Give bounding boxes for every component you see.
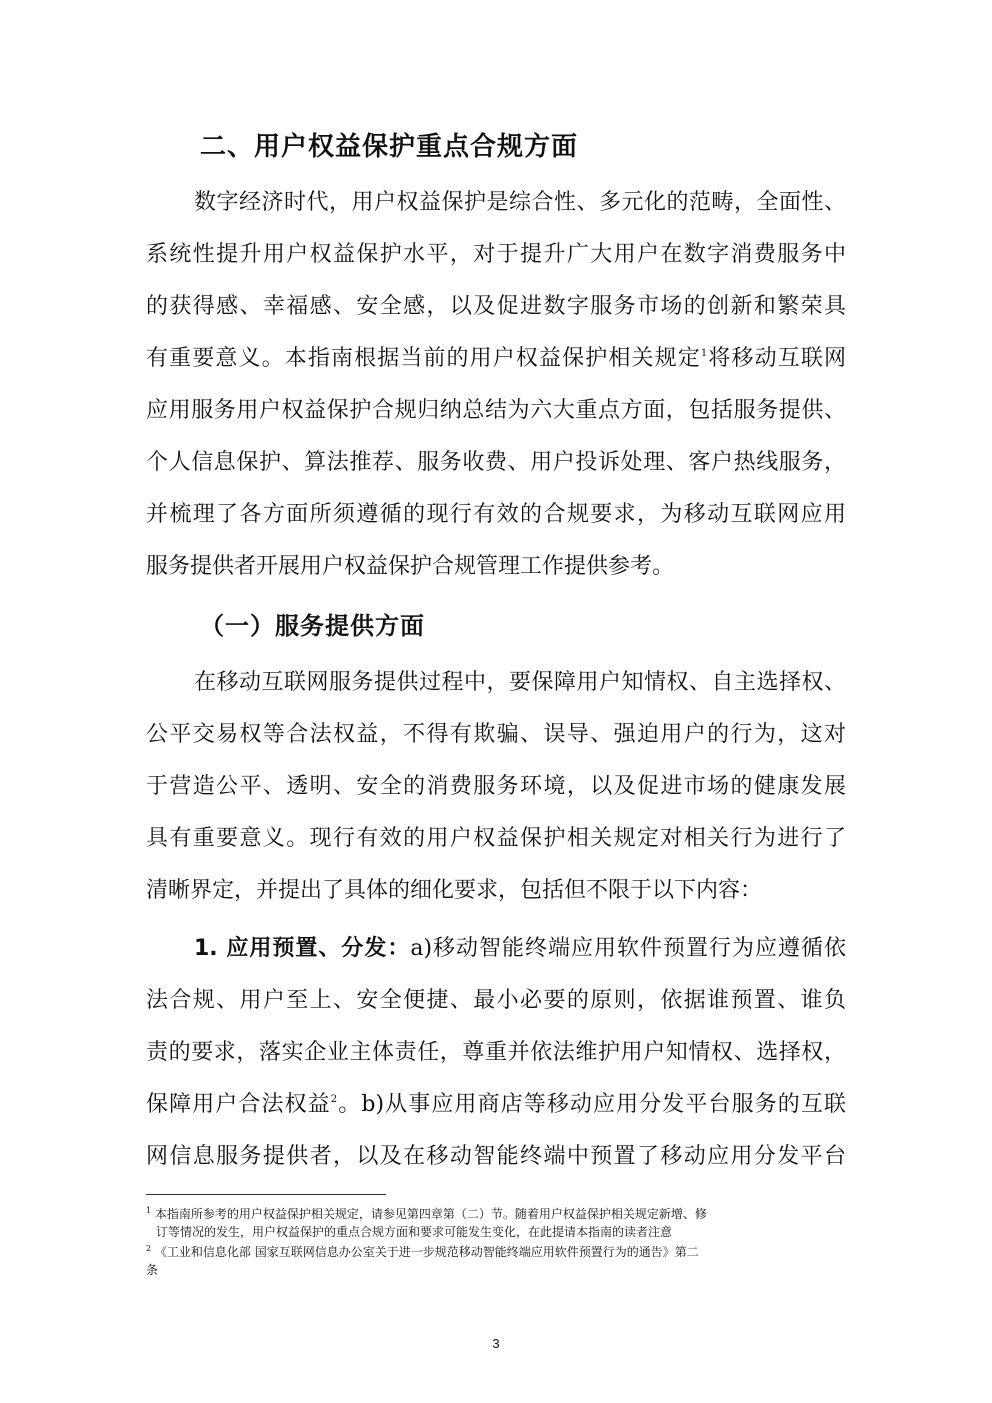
footnote-1: $^1$ 本指南所参考的用户权益保护相关规定，请参见第四章第（二）节。随着用户权益保护相关规定新增、修	[146, 1206, 707, 1221]
list-item-label: 1. 应用预置、分发：	[194, 936, 411, 961]
paragraph-line: 数字经济时代，用户权益保护是综合性、多元化的范畴，全面性、	[194, 190, 846, 215]
footnote-1-cont: 订等情况的发生，用户权益保护的重点合规方面和要求可能发生变化，在此提请本指南的读者注意	[156, 1225, 673, 1239]
paragraph-line: 于营造公平、透明、安全的消费服务环境，以及促进市场的健康发展	[146, 774, 846, 799]
paragraph-line: 法合规、用户至上、安全便捷、最小必要的原则，依据谁预置、谁负	[146, 988, 846, 1013]
paragraph-line: 服务提供者开展用户权益保护合规管理工作提供参考。	[146, 554, 675, 579]
paragraph-line: 保障用户合法权益$^2$。b)从事应用商店等移动应用分发平台服务的互联	[146, 1092, 846, 1117]
footnote-divider	[146, 1194, 386, 1195]
paragraph-line: 应用服务用户权益保护合规归纳总结为六大重点方面，包括服务提供、	[146, 398, 846, 423]
list-item-line: 1. 应用预置、分发：a)移动智能终端应用软件预置行为应遵循依	[194, 936, 847, 961]
paragraph-line: 在移动互联网服务提供过程中，要保障用户知情权、自主选择权、	[194, 670, 846, 695]
paragraph-line: 个人信息保护、算法推荐、服务收费、用户投诉处理、客户热线服务，	[146, 450, 846, 475]
paragraph-line: 具有重要意义。现行有效的用户权益保护相关规定对相关行为进行了	[146, 826, 846, 851]
footnote-2-cont: 条	[146, 1263, 159, 1277]
paragraph-line: 有重要意义。本指南根据当前的用户权益保护相关规定$^1$将移动互联网	[146, 346, 846, 371]
paragraph-line: 公平交易权等合法权益，不得有欺骗、误导、强迫用户的行为，这对	[146, 722, 846, 747]
footnote-ref[interactable]: 2	[330, 1094, 338, 1105]
paragraph-line: 网信息服务提供者，以及在移动智能终端中预置了移动应用分发平台	[146, 1144, 846, 1169]
paragraph-line: 系统性提升用户权益保护水平，对于提升广大用户在数字消费服务中	[146, 242, 846, 267]
subsection-title: （一）服务提供方面	[200, 612, 425, 640]
paragraph-line: 并梳理了各方面所须遵循的现行有效的合规要求，为移动互联网应用	[146, 502, 846, 527]
paragraph-line: 清晰界定，并提出了具体的细化要求，包括但不限于以下内容：	[146, 878, 763, 903]
section-title: 二、用户权益保护重点合规方面	[200, 132, 579, 162]
footnote-2: $^2$ 《工业和信息化部 国家互联网信息办公室关于进一步规范移动智能终端应用软件预置行为的通告》第二	[146, 1244, 699, 1259]
paragraph-line: 的获得感、幸福感、安全感，以及促进数字服务市场的创新和繁荣具	[146, 294, 846, 319]
footnote-ref[interactable]: 1	[700, 348, 708, 359]
page-number: 3	[492, 1336, 500, 1351]
paragraph-line: 责的要求，落实企业主体责任，尊重并依法维护用户知情权、选择权，	[146, 1040, 846, 1065]
